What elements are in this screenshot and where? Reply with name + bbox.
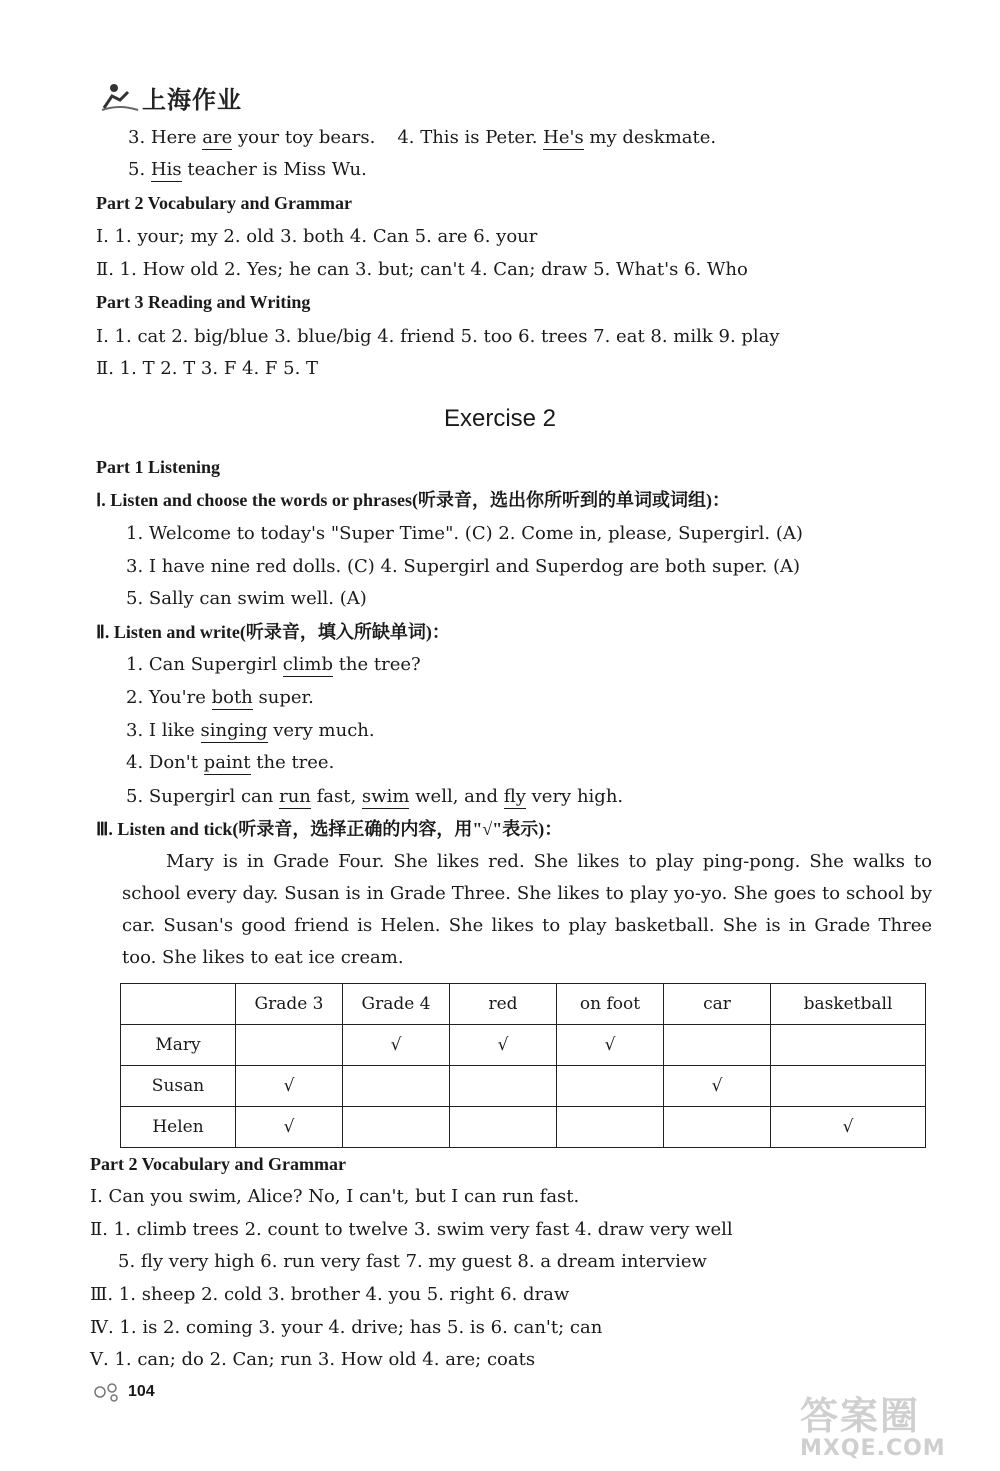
table-cell: √ [236,1066,343,1107]
table-header-cell: Grade 3 [236,984,343,1025]
table-cell [557,1107,664,1148]
watermark [800,1385,990,1465]
answer-row: Ⅴ. 1. can; do 2. Can; run 3. How old 4. are; coats [90,1349,536,1370]
page-number: 104 [128,1383,155,1400]
table-cell [664,1107,771,1148]
section-heading: Part 3 Reading and Writing [96,292,311,312]
table-header-cell: Grade 4 [343,984,450,1025]
answer-row: 3. I have nine red dolls. (C) 4. Supergirl and Superdog are both super. (A) [126,556,801,577]
header-logo [100,78,280,114]
answer-row: Ⅰ. 1. your; my 2. old 3. both 4. Can 5. are 6. your [96,226,538,247]
answer-row: Ⅱ. 1. T 2. T 3. F 4. F 5. T [96,358,319,379]
table-cell: Helen [121,1107,236,1148]
table-row [121,1107,926,1148]
table-cell: √ [343,1025,450,1066]
answer-line-5: 5. His teacher is Miss Wu. [128,159,367,180]
watermark-text: 答案圈 [800,1394,921,1438]
subsection-title: Ⅱ. Listen and write(听录音，填入所缺单词)： [96,622,450,642]
answer-row: 1. Can Supergirl climb the tree? [126,654,421,675]
answer-row: 5. Supergirl can run fast, swim well, and fly very high. [126,786,624,807]
subsection-title: Ⅲ. Listen and tick(听录音，选择正确的内容，用"√"表示)： [96,819,563,839]
table-cell: √ [236,1107,343,1148]
table-cell [664,1025,771,1066]
answer-row: 4. Don't paint the tree. [126,752,335,773]
watermark-url: MXQE.COM [800,1436,946,1461]
table-cell: Mary [121,1025,236,1066]
table-cell [771,1066,926,1107]
table-row [121,1066,926,1107]
answer-row: Ⅰ. Can you swim, Alice? No, I can't, but I can run fast. [90,1186,580,1207]
flower-icon [90,1378,126,1406]
section-heading: Part 1 Listening [96,457,220,477]
section-heading: Part 2 Vocabulary and Grammar [96,193,352,213]
table-header-cell: car [664,984,771,1025]
table-header-cell: on foot [557,984,664,1025]
table-cell: √ [557,1025,664,1066]
runner-icon [100,78,140,114]
table-cell [236,1025,343,1066]
table-cell: Susan [121,1066,236,1107]
table-cell: √ [771,1107,926,1148]
answer-row: Ⅱ. 1. How old 2. Yes; he can 3. but; can't 4. Can; draw 5. What's 6. Who [96,259,748,280]
table-cell: √ [450,1025,557,1066]
header-title: 上海作业 [142,86,242,114]
passage: Mary is in Grade Four. She likes red. She likes to play ping-pong. She walks to school every day. Susan is in Grade Three. She likes to play yo-yo. She goes to school by car. Susan's good friend is Helen. She likes to play basketball. She is in Grade Three too. She likes to eat ice cream. [122,851,932,968]
table-cell [450,1107,557,1148]
subsection-title: Ⅰ. Listen and choose the words or phrases(听录音，选出你所听到的单词或词组)： [96,490,730,510]
table-row [121,1025,926,1066]
answer-row: 2. You're both super. [126,687,314,708]
table-header-row [121,984,926,1025]
answer-row: 1. Welcome to today's "Super Time". (C) 2. Come in, please, Supergirl. (A) [126,523,803,544]
answer-row: Ⅱ. 1. climb trees 2. count to twelve 3. swim very fast 4. draw very well [90,1219,733,1240]
answer-row: 5. Sally can swim well. (A) [126,588,367,609]
answer-row: 5. fly very high 6. run very fast 7. my guest 8. a dream interview [118,1251,707,1272]
table-cell [343,1107,450,1148]
table-cell [343,1066,450,1107]
answer-line-3-4: 3. Here are your toy bears. 4. This is Peter. He's my deskmate. [128,127,717,148]
table-cell [771,1025,926,1066]
answer-row: Ⅲ. 1. sheep 2. cold 3. brother 4. you 5. right 6. draw [90,1284,570,1305]
table-header-cell: basketball [771,984,926,1025]
table-header-cell [121,984,236,1025]
exercise-title: Exercise 2 [443,405,557,432]
table-cell: √ [664,1066,771,1107]
answer-row: Ⅳ. 1. is 2. coming 3. your 4. drive; has 5. is 6. can't; can [90,1317,603,1338]
tick-table [120,983,926,1148]
table-header-cell: red [450,984,557,1025]
table-cell [450,1066,557,1107]
answer-row: 3. I like singing very much. [126,720,375,741]
section-heading: Part 2 Vocabulary and Grammar [90,1154,346,1174]
answer-row: Ⅰ. 1. cat 2. big/blue 3. blue/big 4. friend 5. too 6. trees 7. eat 8. milk 9. play [96,326,780,347]
table-cell [557,1066,664,1107]
